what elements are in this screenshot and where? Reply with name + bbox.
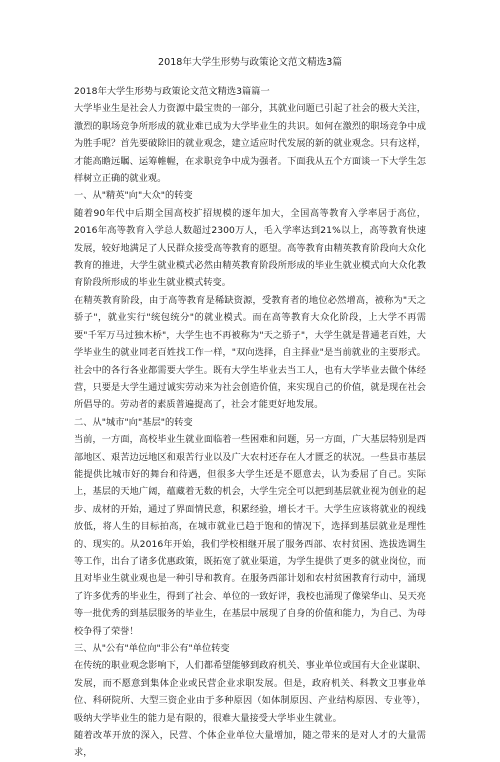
document-body — [74, 83, 426, 762]
document-title: 2018年大学生形势与政策论文范文精选3篇 — [157, 57, 343, 68]
body-paragraph: 随着90年代中后期全国高校扩招规模的逐年加大，全国高等教育入学率居于高位，2016年高等教育入学总人数超过2300万人，毛入学率达到21%以上，高等教育快速发展，较好地满足了人民群众接受高等教育的愿望。高等教育由精英教育阶段向大众化教育的推进，大学生就业模式必然由精英教育阶段所形成的毕业生就业模式向大众化教育阶段所形成的毕业生就业模式转变。 — [74, 207, 426, 289]
body-paragraph: 大学毕业生是社会人力资源中最宝贵的一部分，其就业问题已引起了社会的极大关注，激烈的职场竞争所形成的就业难已成为大学毕业生的共识。如何在激烈的职场竞争中成为胜手呢？首先要破除旧的就业观念，建立适应时代发展的新的就业观念。只有这样，才能高瞻远瞩、运筹帷幄，在求职竞争中成为强者。下面我从五个方面谈一下大学生怎样树立正确的就业观。 — [74, 103, 426, 185]
subheading: 二、从"城市"向"基层"的转变 — [74, 416, 193, 428]
body-paragraph: 在精英教育阶段，由于高等教育是稀缺资源，受教育者的地位必然增高，被称为"天之骄子"，就业实行"统包统分"的就业模式。而在高等教育大众化阶段，上大学不再需要"千军万马过独木桥"，大学生也不再被称为"天之骄子"，大学生就是普通老百姓，大学毕业生的就业同老百姓找工作一样，"双向选择，自主择业"是当前就业的主要形式。社会中的各行各业都需要大学生。既有大学生毕业去当工人，也有大学毕业去做个体经营，只要是大学生通过诚实劳动来为社会创造价值，来实现自己的价值，就是现在社会所倡导的。劳动者的素质普遍提高了，社会才能更好地发展。 — [74, 294, 426, 411]
body-paragraph: 在传统的职业观念影响下，人们都希望能够到政府机关、事业单位或国有大企业谋职、发展，而不愿意到集体企业或民营企业求职发展。但是，政府机关、科教文卫事业单位、科研院所、大型三资企业由于多种原因（如体制原因、产业结构原因、专业等），吸纳大学毕业生的能力是有限的，很难大量接受大学毕业生就业。 — [74, 660, 426, 724]
section-heading: 2018年大学生形势与政策论文范文精选3篇篇一 — [74, 86, 270, 97]
body-paragraph: 当前，一方面，高校毕业生就业面临着一些困难和问题，另一方面，广大基层特别是西部地区、艰苦边远地区和艰苦行业以及广大农村还存在人才匮乏的状况。一些县市基层能提供比城市好的舞台和待遇，但很多大学生还是不愿意去，认为委屈了自己。实际上，基层的天地广阔，蕴藏着无数的机会，大学生完全可以把到基层就业视为创业的起步、成材的开始，通过了界面情民意，积累经验，增长才干。大学生应该将就业的视线放低，将人生的目标拍高，在城市就业已趋于饱和的情况下，选择到基层就业是理性的、现实的。从2016年开始，我们学校相继开展了服务西部、农村贫困、选拔选调生等工作，出台了诸多优惠政策，既拓宽了就业渠道，为学生提供了更多的就业岗位，而且对毕业生就业观也是一种引导和教育。在服务西部计划和农村贫困教育行动中，涌现了许多优秀的毕业生，得到了社会、单位的一致好评，我校也涌现了像梁华山、吴天亮等一批优秀的到基层服务的毕业生，在基层中展现了自身的价值和能力，为自己、为母校争得了荣誉！ — [74, 434, 426, 637]
subheading: 三、从"公有"单位向"非公有"单位转变 — [74, 643, 230, 654]
subheading: 一、从"精英"向"大众"的转变 — [74, 190, 193, 202]
body-paragraph: 随着改革开放的深入，民营、个体企业单位大量增加，随之带来的是对人才的大量需求， — [74, 730, 426, 759]
